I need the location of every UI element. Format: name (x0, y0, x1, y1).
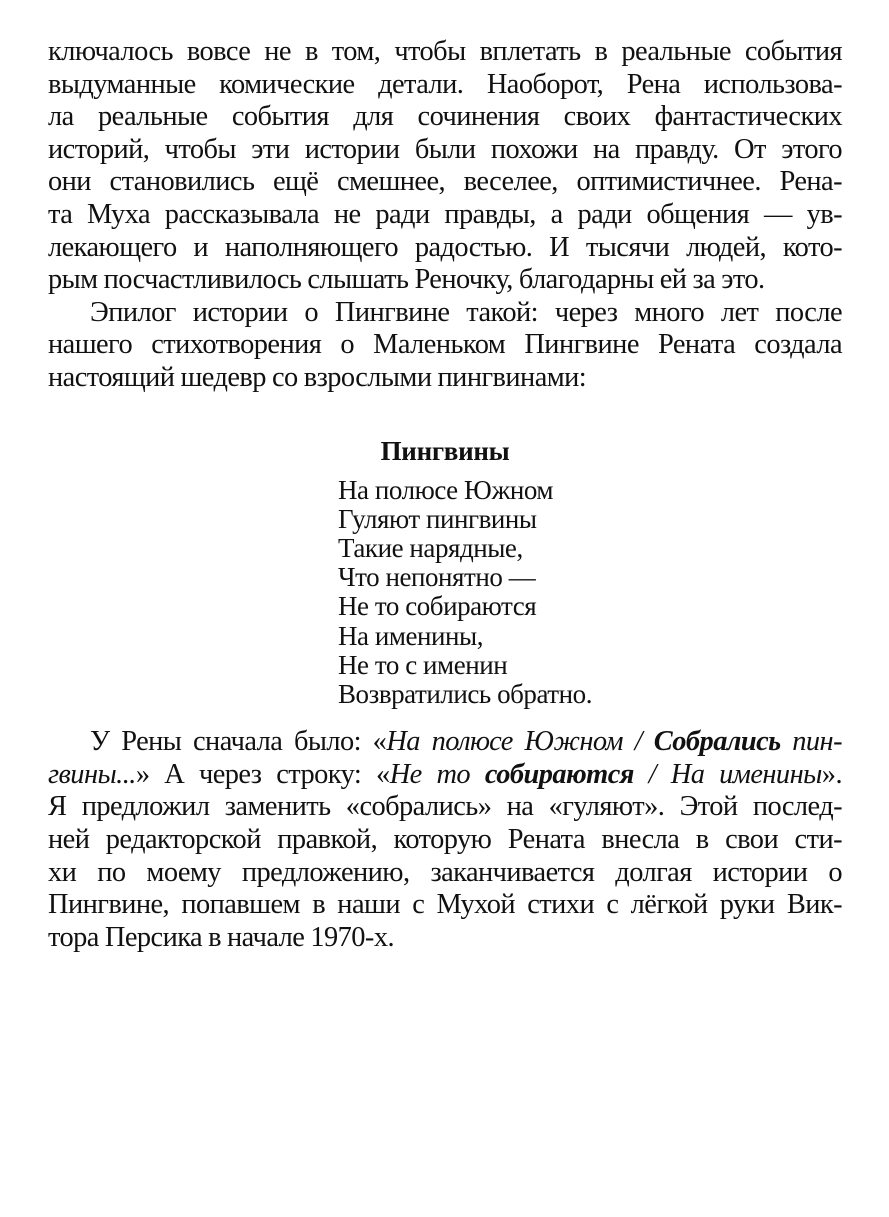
text-line: Я предложил заменить «собрались» на «гуляют». Этой послед- (48, 791, 842, 823)
text-line: они становились ещё смешнее, веселее, оптимистичнее. Рена- (48, 166, 842, 198)
poem-line: Не то с именин (338, 649, 508, 680)
paragraph-3 (48, 726, 842, 954)
poem-line: Такие нарядные, (338, 532, 523, 563)
text-line: Пингвине, попавшем в наши с Мухой стихи с лёгкой руки Вик- (48, 889, 842, 921)
italic-quote: гвины... (48, 758, 136, 790)
paragraph-1 (48, 36, 842, 297)
poem-body (338, 476, 842, 710)
bold-italic-word: Собрались (653, 726, 781, 758)
text-line: ла реальные события для сочинения своих фантастических (48, 101, 842, 133)
italic-quote: Не то (389, 758, 485, 790)
poem-title: Пингвины (380, 435, 510, 466)
text-line: хи по моему предложению, заканчивается долгая истории о (48, 856, 842, 888)
bold-italic-word: собираются (484, 758, 634, 790)
text-run: У Рены сначала было: « (90, 726, 387, 758)
poem-line: На полюсе Южном (338, 474, 554, 505)
paragraph-2 (48, 297, 842, 395)
poem-line: На именины, (338, 620, 484, 651)
poem-line: Что непонятно — (338, 562, 536, 593)
text-line: историй, чтобы эти истории были похожи на правду. От этого (48, 133, 842, 165)
page-body (48, 36, 842, 954)
poem-line: Возвратились обратно. (338, 678, 592, 709)
text-line: настоящий шедевр со взрослыми пингвинами: (48, 361, 587, 393)
text-line: рым посчастливилось слышать Реночку, благодарны ей за это. (48, 264, 765, 296)
text-line (48, 759, 842, 792)
text-line: та Муха рассказывала не ради правды, а ради общения — ув- (48, 198, 842, 230)
text-run: » А через строку: « (135, 758, 390, 790)
italic-quote: На полюсе Южном / (386, 726, 654, 758)
italic-quote: / На именины (633, 758, 822, 790)
text-line (48, 726, 842, 759)
text-line: выдуманные комические детали. Наоборот, Рена использова- (48, 68, 842, 100)
poem-line: Не то собираются (338, 591, 537, 622)
text-line: Эпилог истории о Пингвине такой: через много лет после (90, 296, 842, 328)
italic-quote: пин- (780, 726, 842, 758)
text-line: ключалось вовсе не в том, чтобы вплетать в реальные события (48, 36, 842, 67)
text-line: ней редакторской правкой, которую Рената внесла в свои сти- (48, 823, 842, 855)
text-line: лекающего и наполняющего радостью. И тысячи людей, кото- (48, 231, 842, 263)
poem-line: Гуляют пингвины (338, 503, 537, 534)
text-line: нашего стихотворения о Маленьком Пингвине Рената создала (48, 329, 842, 361)
text-run: ». (821, 758, 842, 790)
text-line: тора Персика в начале 1970-х. (48, 921, 395, 953)
